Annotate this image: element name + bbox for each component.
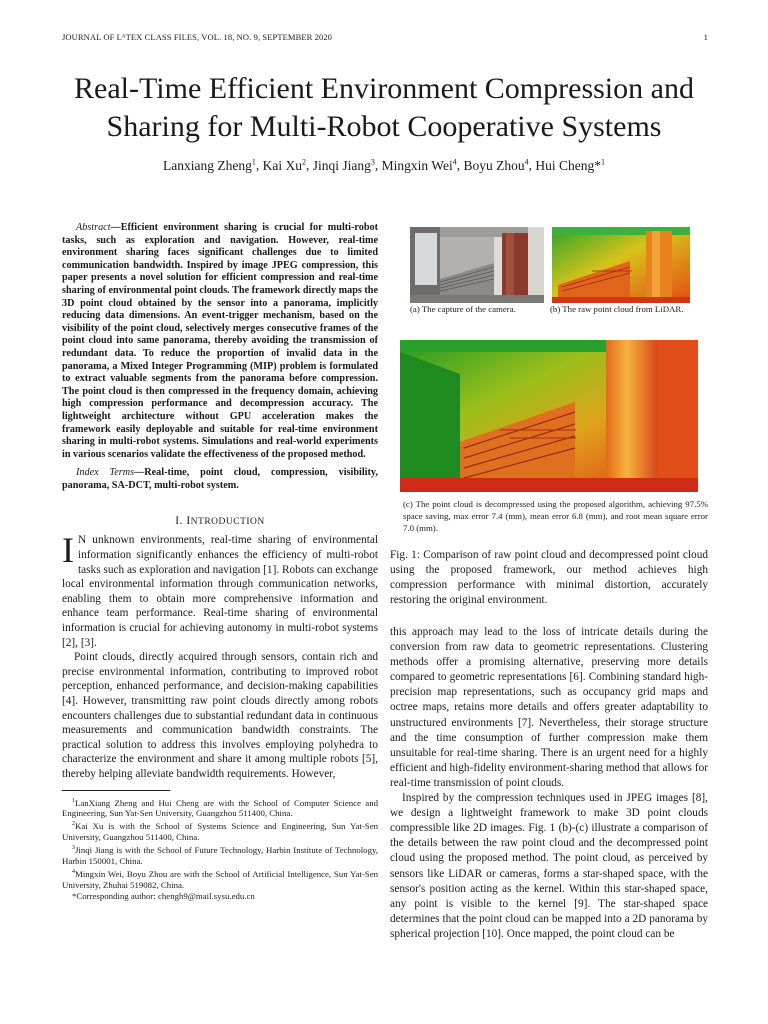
- abstract-text: —Efficient environment sharing is crucial for multi-robot tasks, such as exploration and navigation. However, real-time environment sharing faces significant challenges due to limited communication bandwidth. Inspired by image JPEG compression, this paper presents a novel solution for efficient compression and real-time sharing of environmental point clouds. The framework directly maps the 3D point cloud obtained by the sensor into a panorama, implicitly reducing data dimensions. An event-trigger mechanism, based on the visibility of the point cloud, selectively merges consecutive frames of the point cloud into same panorama, thereby avoiding the transmission of redundant data. To reduce the proportion of invalid data in the panorama, a Mixed Integer Programming (MIP) problem is formulated to extract valuable segments from the panorama before compression. The point cloud is then compressed in the frequency domain, achieving high compression performance and decompression accuracy. The lightweight architecture without GPU acceleration makes the framework easily deployable and suitable for real-time environment sharing in multi-robot systems. Simulations and real-world experiments in various scenarios validate the effectiveness of the proposed method.: [62, 222, 378, 460]
- left-column: [62, 222, 378, 902]
- paper-title: [30, 70, 738, 146]
- raw-lidar-image: [552, 227, 690, 303]
- author-list: Lanxiang Zheng$^1$, Kai Xu$^2$, Jinqi Jiang$^3$, Mingxin Wei$^4$, Boyu Zhou$^4$, Hui Cheng*$^1$: [163, 157, 605, 173]
- journal-line: JOURNAL OF LᴬTEX CLASS FILES, VOL. 18, NO. 9, SEPTEMBER 2020: [62, 32, 333, 42]
- author: Lanxiang Zheng$^1$: [163, 157, 256, 173]
- decompressed-point-cloud-render: [400, 340, 698, 492]
- body-paragraph: Inspired by the compression techniques used in JPEG images [8], we design a lightweight framework to make 3D point clouds compressible like 2D images. Fig. 1 (b)-(c) illustrate a comparison of the details between the raw point cloud and the decompressed point cloud using the proposed method. The point cloud, as perceived by sensors like LiDAR or cameras, forms a star-shaped space, with the sensor's position acting as the kernel. Within this star-shaped space, any point is visible to the kernel [9]. The star-shaped space determines that the point cloud can be mapped into a 2D panorama by spherical projection [10]. Once mapped, the point cloud can be: [390, 792, 708, 940]
- footnote: *Corresponding author: chengh9@mail.sysu.edu.cn: [72, 891, 255, 902]
- decompressed-point-cloud-image: [400, 340, 698, 492]
- footnote: $^3$Jinqi Jiang is with the School of Future Technology, Harbin Institute of Technology, Harbin 150001, China.: [62, 845, 378, 867]
- figure-1-top-row: [390, 222, 708, 340]
- figure-1-caption: Fig. 1: Comparison of raw point cloud and decompressed point cloud using the proposed framework, our method achieves high compression performance with minimal distortion, accurately restoring the original environment.: [390, 549, 708, 606]
- drop-cap: I: [62, 530, 74, 571]
- index-terms-label: Index Terms: [76, 467, 135, 479]
- intro-paragraph-1: I N unknown environments, real-time sharing of environmental information significantly enhances the efficiency of multi-robot tasks such as exploration and navigation [1]. Robots can exchange local environmental information through communication networks, enabling them to obtain more comprehensive information and enhance team performance. Real-time sharing of environmental information is crucial for achieving autonomy in multi-robot systems [2], [3].: [62, 530, 378, 649]
- title-line-2: Sharing for Multi-Robot Cooperative Systems: [106, 110, 662, 143]
- running-head: [62, 32, 708, 46]
- right-column-body: [390, 625, 708, 942]
- footnotes: [62, 796, 378, 903]
- author: Mingxin Wei$^4$: [381, 157, 457, 173]
- subcaption-a: (a) The capture of the camera.: [410, 304, 516, 314]
- title-line-1: Real-Time Efficient Environment Compression and: [74, 72, 694, 105]
- index-terms: [62, 467, 378, 492]
- camera-capture-image: [410, 227, 544, 303]
- footnote: $^1$LanXiang Zheng and Hui Cheng are with the School of Computer Science and Engineering, Sun Yat-Sen University, Guangzhou 511400, China.: [62, 797, 378, 819]
- abstract: [62, 222, 378, 461]
- footnote: $^2$Kai Xu is with the School of Systems Science and Engineering, Sun Yat-Sen University, Guangzhou 511400, China.: [62, 821, 378, 843]
- right-column: [390, 222, 708, 942]
- intro-paragraph-2: Point clouds, directly acquired through sensors, contain rich and precise environmental information, contributing to improved robot perception, enhanced performance, and decision-making capabilities [4]. However, transmitting raw point clouds directly among robots encounters challenges due to substantial redundant data in continuous measurements and communication bandwidth constraints. The practical solution to address this involves employing polyhedra to characterize the environment and share it among multiple robots [5], thereby helping alleviate bandwidth requirements. However,: [62, 651, 378, 780]
- author: Boyu Zhou$^4$: [463, 157, 529, 173]
- section-heading: I. INTRODUCTION: [175, 515, 265, 528]
- footnote: $^4$Mingxin Wei, Boyu Zhou are with the School of Artificial Intelligence, Sun Yat-Sen University, Zhuhai 519082, China.: [62, 869, 378, 891]
- raw-point-cloud-render: [552, 227, 690, 303]
- body-paragraph-continued: this approach may lead to the loss of intricate details during the conversion from raw data to geometric representations. Clustering methods offer a promising alternative, preserving more details compared to geometric representations [6]. Combining standard high-precision map representations, such as occupancy grid maps and octree maps, retains more details and offers greater adaptability to unstructured environments [7]. Nevertheless, their storage structure and the time consumption of further compression make them unsuitable for real-time sharing. There is an urgent need for a highly efficient and high-fidelity environment-sharing method that allows for real-time transmission of point clouds.: [390, 626, 708, 789]
- camera-photo: [410, 227, 544, 303]
- abstract-label: Abstract: [76, 222, 111, 233]
- footnote-rule: [62, 790, 170, 791]
- subcaption-c: (c) The point cloud is decompressed using the proposed algorithm, achieving 97.5% space saving, max error 7.4 (mm), mean error 6.8 (mm), and root mean square error 7.0 (mm).: [403, 499, 708, 533]
- index-terms-text: —Real-time, point cloud, compression, visibility, panorama, SA-DCT, multi-robot system.: [62, 467, 378, 491]
- page-number: 1: [703, 32, 708, 42]
- author: Jinqi Jiang$^3$: [312, 157, 375, 173]
- author: Kai Xu$^2$: [262, 157, 307, 173]
- author: Hui Cheng*$^1$: [535, 157, 605, 173]
- subcaption-b: (b) The raw point cloud from LiDAR.: [550, 304, 684, 314]
